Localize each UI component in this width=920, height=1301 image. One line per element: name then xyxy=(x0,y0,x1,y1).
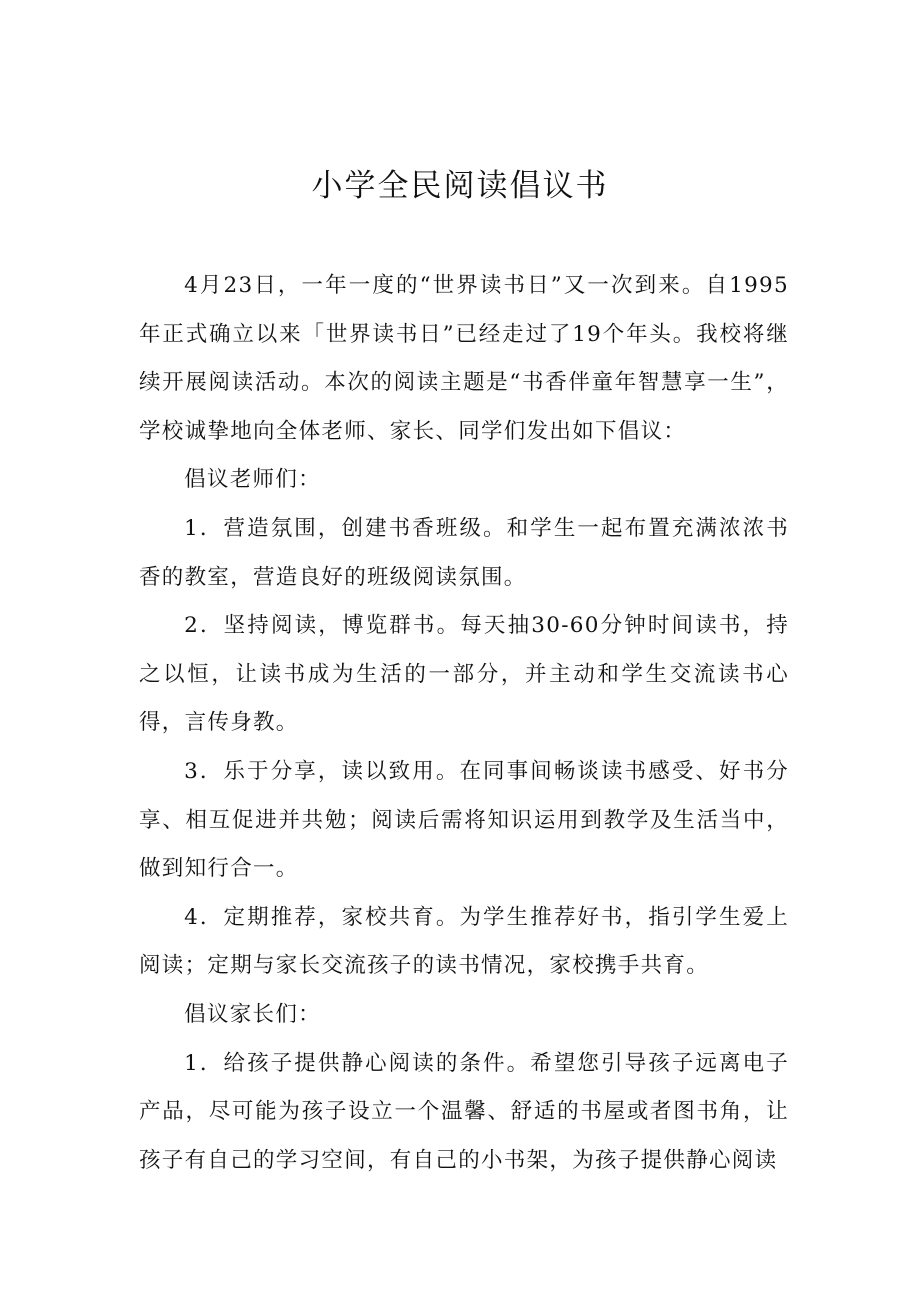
parent-item-1: 1．给孩子提供静心阅读的条件。希望您引导孩子远离电子产品，尽可能为孩子设立一个温馨、舒适的书屋或者图书角，让孩子有自己的学习空间，有自己的小书架，为孩子提供静心阅读 xyxy=(139,1050,789,1173)
teacher-item-4: 4．定期推荐，家校共育。为学生推荐好书，指引学生爱上阅读；定期与家长交流孩子的读书情况，家校携手共育。 xyxy=(139,904,789,979)
teacher-item-2: 2．坚持阅读，博览群书。每天抽30-60分钟时间读书，持之以恒，让读书成为生活的一部分，并主动和学生交流读书心得，言传身教。 xyxy=(139,613,789,736)
intro-paragraph: 4月23日，一年一度的“世界读书日”又一次到来。自1995年正式确立以来「世界读书日”已经走过了19个年头。我校将继续开展阅读活动。本次的阅读主题是“书香伴童年智慧享一生”，学校诚挚地向全体老师、家长、同学们发出如下倡议： xyxy=(139,273,789,444)
teacher-item-1: 1．营造氛围，创建书香班级。和学生一起布置充满浓浓书香的教室，营造良好的班级阅读氛围。 xyxy=(139,515,789,590)
teacher-item-3: 3．乐于分享，读以致用。在同事间畅谈读书感受、好书分享、相互促进并共勉；阅读后需将知识运用到教学及生活当中，做到知行合一。 xyxy=(139,758,789,882)
document-body xyxy=(139,262,789,1185)
parents-heading: 倡议家长们： xyxy=(184,1001,321,1027)
document-title: 小学全民阅读倡议书 xyxy=(311,168,609,204)
teachers-heading: 倡议老师们： xyxy=(184,467,321,493)
